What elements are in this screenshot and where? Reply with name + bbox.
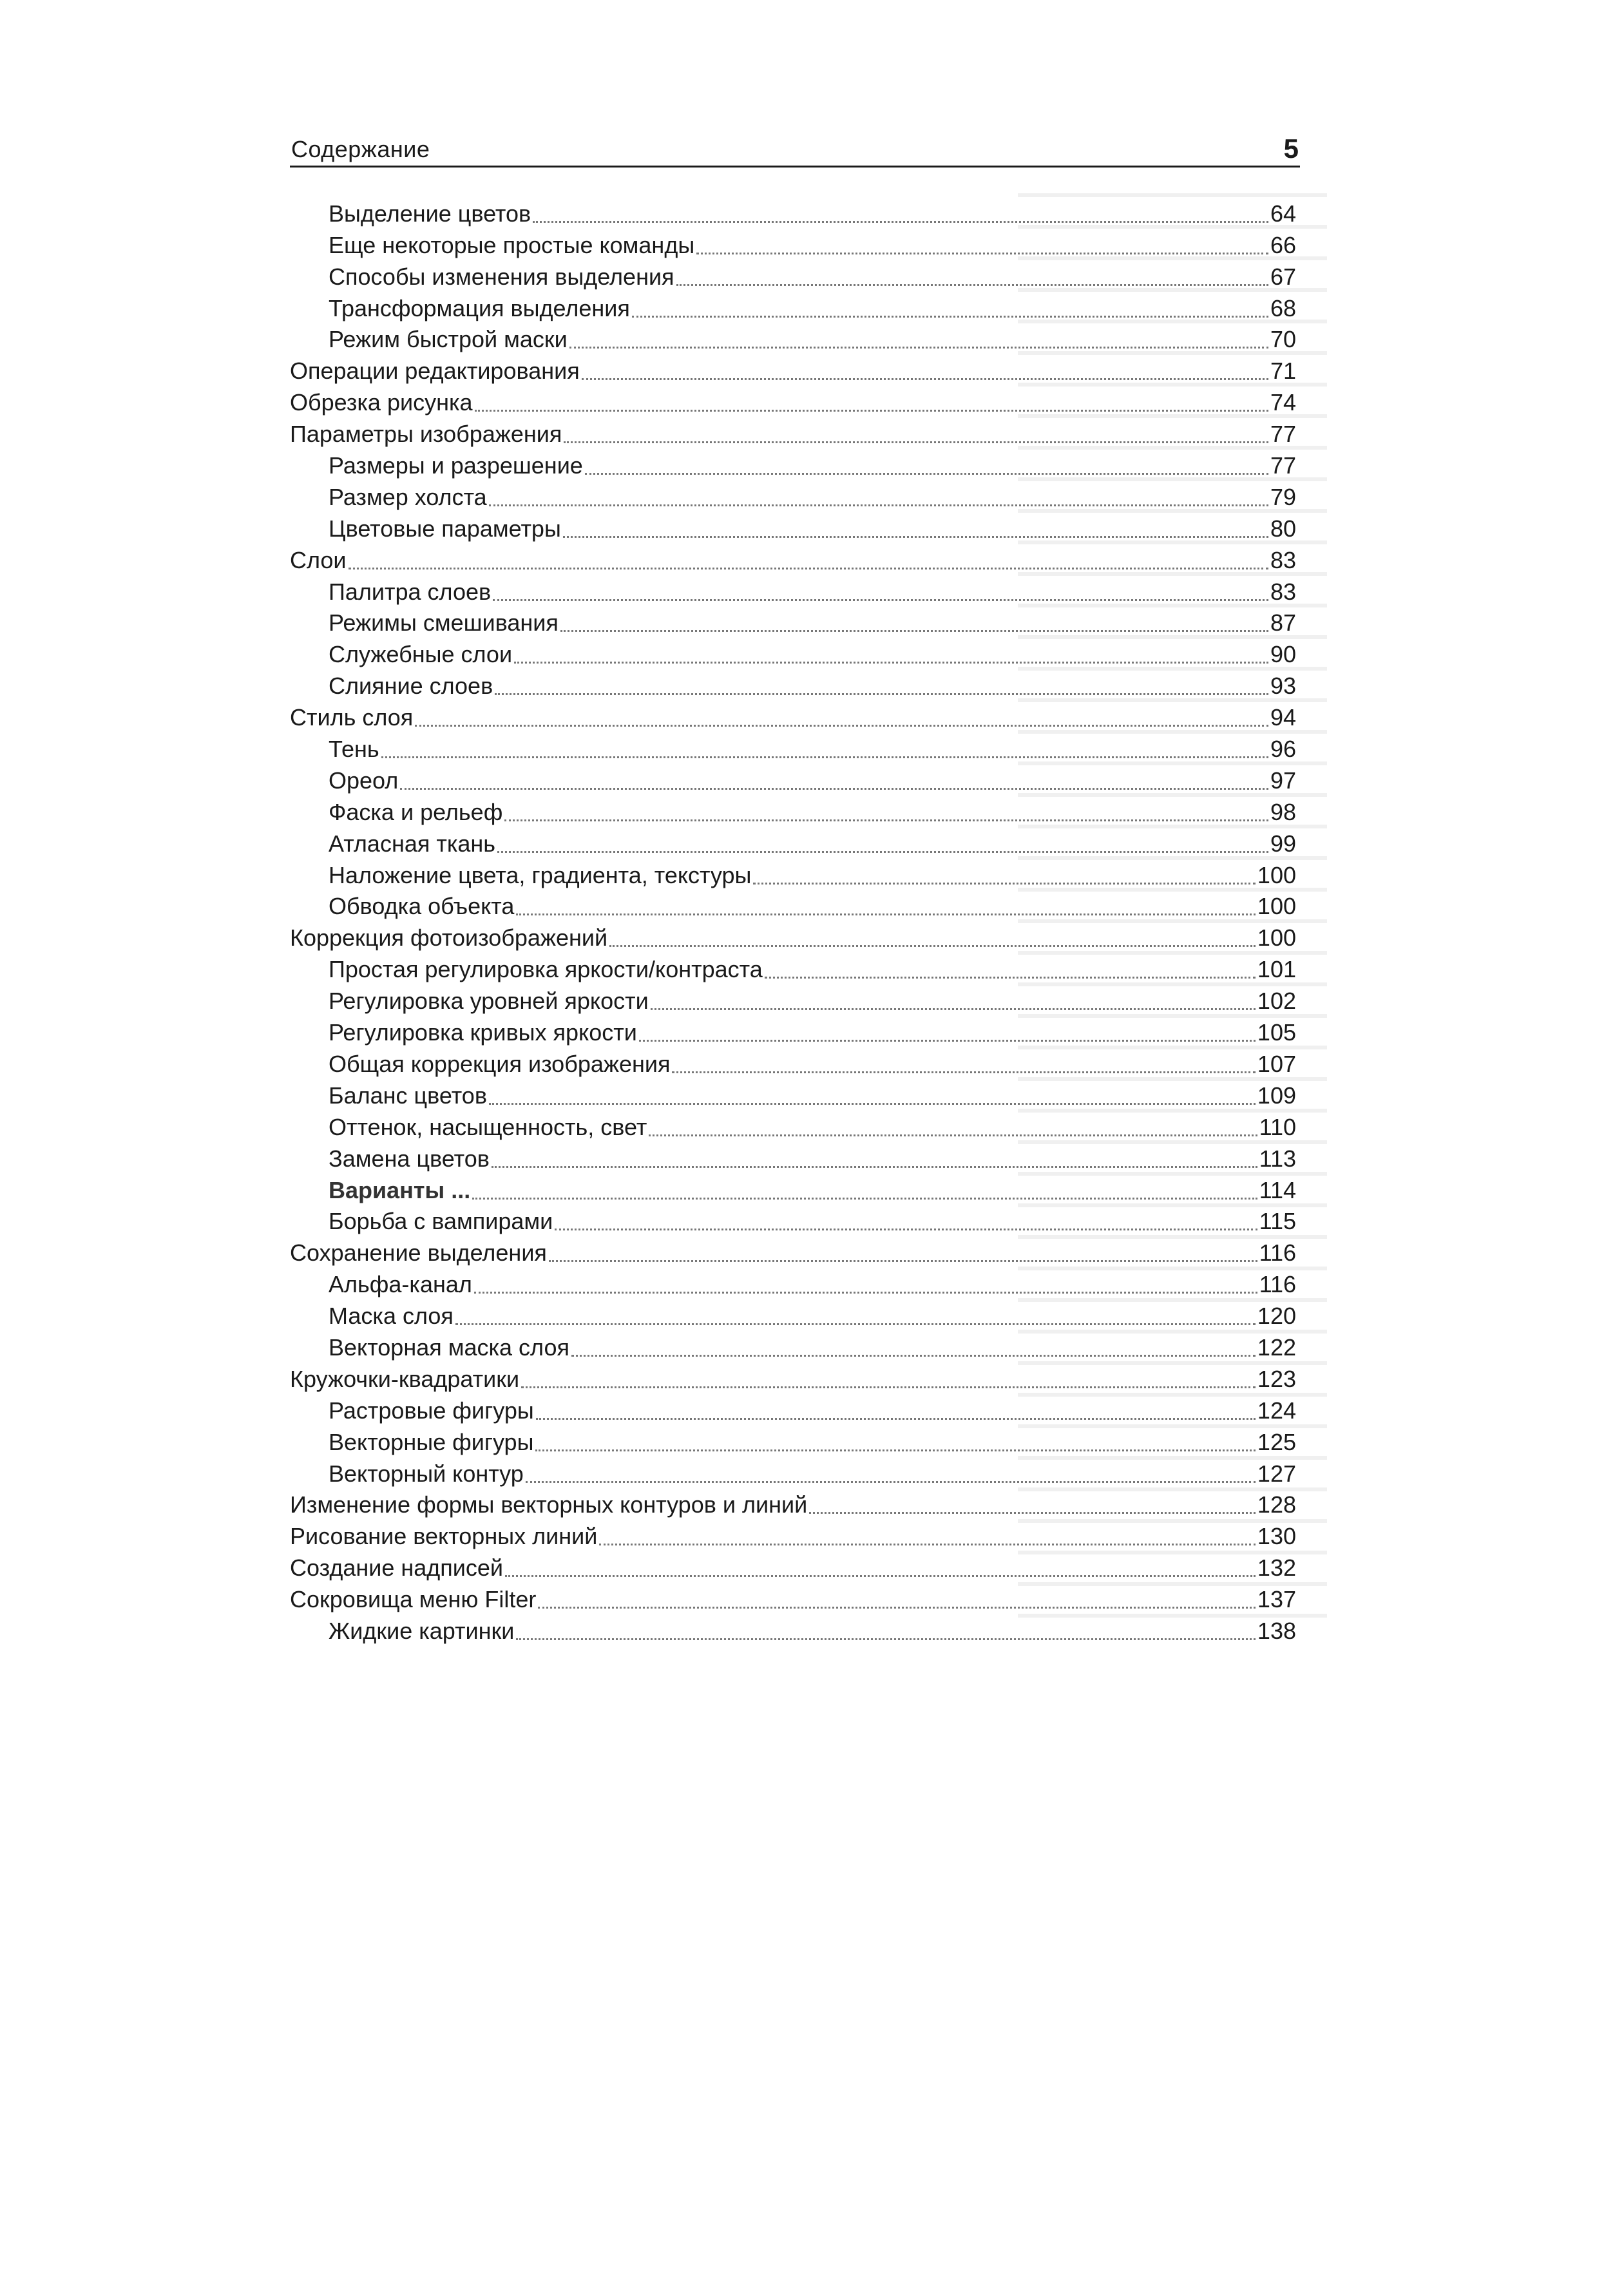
dot-leader [381,756,1268,758]
toc-entry-title: Атласная ткань [329,830,496,857]
dot-leader [489,504,1268,506]
toc-entry-page: 122 [1257,1334,1296,1361]
dot-leader [474,1292,1257,1294]
toc-entry-page: 100 [1257,924,1296,952]
toc-entry[interactable] [290,827,1296,859]
dot-leader [497,851,1268,853]
toc-entry[interactable] [290,1205,1296,1237]
toc-entry[interactable] [290,1426,1296,1457]
toc-entry[interactable] [290,1174,1296,1205]
toc-entry[interactable] [290,1331,1296,1363]
toc-entry-page: 128 [1257,1491,1296,1518]
dot-leader [538,1607,1256,1609]
toc-entry-title: Размер холста [329,483,487,510]
toc-entry-title: Выделение цветов [329,200,531,227]
dot-leader [349,568,1268,569]
dot-leader [599,1544,1256,1545]
dot-leader [632,316,1268,318]
toc-entry[interactable] [290,544,1296,575]
toc-entry-page: 71 [1270,358,1296,385]
dot-leader [400,788,1268,790]
dot-leader [765,977,1256,979]
dot-leader [455,1323,1256,1325]
toc-entry-page: 105 [1257,1019,1296,1046]
toc-entry-title: Слои [290,546,347,573]
toc-entry-title: Векторные фигуры [329,1428,534,1455]
dot-leader [809,1512,1256,1514]
toc-entry[interactable] [290,953,1296,984]
toc-entry[interactable] [290,354,1296,386]
toc-entry[interactable] [290,1047,1296,1079]
dot-leader [505,1575,1256,1577]
toc-entry[interactable] [290,292,1296,323]
toc-entry-title: Трансформация выделения [329,294,630,321]
toc-entry-page: 101 [1257,956,1296,983]
toc-entry-page: 68 [1270,294,1296,321]
toc-entry-page: 109 [1257,1082,1296,1109]
toc-entry[interactable] [290,764,1296,796]
toc-entry-page: 120 [1257,1303,1296,1330]
toc-entry-page: 130 [1257,1523,1296,1550]
toc-entry-title: Обрезка рисунка [290,389,473,416]
toc-entry-title: Альфа-канал [329,1271,472,1298]
toc-entry-title: Векторный контур [329,1460,524,1487]
dot-leader [555,1229,1257,1230]
toc-entry[interactable] [290,1614,1296,1646]
toc-entry-page: 96 [1270,736,1296,763]
toc-entry[interactable] [290,417,1296,449]
dot-leader [564,441,1268,443]
toc-entry-page: 74 [1270,389,1296,416]
toc-entry-page: 110 [1259,1113,1296,1140]
toc-entry-page: 97 [1270,767,1296,794]
toc-entry[interactable] [290,1583,1296,1614]
toc-entry-title: Параметры изображения [290,421,562,448]
toc-entry-title: Рисование векторных линий [290,1523,598,1550]
running-title: Содержание [291,136,430,162]
toc-entry-title: Еще некоторые простые команды [329,231,695,258]
toc-entry-title: Слияние слоев [329,673,493,700]
toc-entry[interactable] [290,732,1296,764]
dot-leader [415,725,1268,727]
dot-leader [489,1103,1256,1105]
toc-entry-title: Стиль слоя [290,704,414,731]
page-header [290,132,1300,167]
dot-leader [571,1355,1256,1357]
toc-entry-title: Замена цветов [329,1145,490,1172]
toc-entry-title: Маска слоя [329,1303,454,1330]
dot-leader [533,221,1268,223]
toc-entry-title: Кружочки-квадратики [290,1365,520,1392]
toc-entry-page: 127 [1257,1460,1296,1487]
toc-entry-title: Сокровища меню Filter [290,1586,537,1613]
dot-leader [672,1071,1255,1073]
toc-entry-title: Коррекция фотоизображений [290,924,608,952]
toc-entry[interactable] [290,1457,1296,1489]
toc-entry[interactable] [290,1489,1296,1520]
toc-entry-page: 79 [1270,483,1296,510]
toc-entry[interactable] [290,229,1296,260]
toc-entry-page: 94 [1270,704,1296,731]
dot-leader [492,1166,1257,1168]
toc-entry[interactable] [290,1299,1296,1331]
toc-entry-title: Баланс цветов [329,1082,487,1109]
toc-entry[interactable] [290,449,1296,481]
dot-leader [493,599,1268,601]
toc-entry[interactable] [290,575,1296,607]
toc-entry[interactable] [290,890,1296,922]
dot-leader [582,378,1268,380]
toc-entry-title: Простая регулировка яркости/контраста [329,956,763,983]
toc-entry-title: Оттенок, насыщенность, свет [329,1113,647,1140]
toc-entry-page: 87 [1270,609,1296,636]
toc-entry-page: 83 [1270,546,1296,573]
dot-leader [696,253,1268,254]
toc-entry[interactable] [290,323,1296,355]
toc-entry-title: Ореол [329,767,399,794]
toc-entry-title: Изменение формы векторных контуров и линий [290,1491,808,1518]
toc-entry[interactable] [290,481,1296,512]
dot-leader [676,284,1268,286]
toc-entry-page: 80 [1270,515,1296,542]
toc-entry[interactable] [290,1268,1296,1299]
toc-entry-page: 138 [1257,1617,1296,1644]
toc-entry[interactable] [290,197,1296,229]
toc-entry[interactable] [290,1363,1296,1394]
dot-leader [609,945,1256,947]
toc-entry-page: 116 [1259,1239,1296,1267]
toc-entry[interactable] [290,1520,1296,1551]
dot-leader [472,1198,1257,1200]
toc-entry-page: 113 [1259,1145,1296,1172]
toc-entry-title: Жидкие картинки [329,1617,515,1644]
toc-entry-title: Способы изменения выделения [329,263,674,290]
toc-entry-title: Борьба с вампирами [329,1208,553,1235]
table-of-contents [290,197,1296,1646]
toc-entry[interactable] [290,1394,1296,1426]
toc-entry-title: Растровые фигуры [329,1397,534,1424]
dot-leader [753,883,1256,885]
toc-entry[interactable] [290,386,1296,417]
toc-entry[interactable] [290,796,1296,827]
toc-entry-title: Цветовые параметры [329,515,561,542]
toc-entry-page: 83 [1270,578,1296,605]
dot-leader [526,1481,1256,1483]
dot-leader [514,662,1268,664]
toc-entry-page: 77 [1270,452,1296,479]
toc-entry-title: Тень [329,736,379,763]
toc-entry-title: Векторная маска слоя [329,1334,569,1361]
toc-entry-title: Операции редактирования [290,358,580,385]
dot-leader [585,473,1268,475]
dot-leader [521,1386,1256,1388]
toc-entry-page: 115 [1259,1208,1296,1235]
toc-entry-page: 116 [1259,1271,1296,1298]
toc-entry-title: Обводка объекта [329,893,515,920]
toc-entry-title: Общая коррекция изображения [329,1050,671,1077]
toc-entry-page: 124 [1257,1397,1296,1424]
dot-leader [535,1449,1255,1451]
toc-entry-page: 93 [1270,673,1296,700]
dot-leader [639,1040,1256,1042]
toc-entry-page: 66 [1270,231,1296,258]
toc-entry-page: 107 [1257,1050,1296,1077]
toc-entry-page: 123 [1257,1365,1296,1392]
toc-entry-page: 114 [1259,1176,1296,1203]
dot-leader [651,1008,1256,1010]
dot-leader [560,630,1268,632]
toc-entry[interactable] [290,607,1296,638]
toc-entry-page: 100 [1257,893,1296,920]
toc-entry[interactable] [290,260,1296,292]
toc-entry-page: 100 [1257,861,1296,888]
toc-entry[interactable] [290,1142,1296,1174]
toc-entry[interactable] [290,638,1296,669]
toc-entry-title: Режимы смешивания [329,609,559,636]
toc-entry-page: 102 [1257,988,1296,1015]
toc-entry-title: Служебные слои [329,641,513,668]
toc-entry[interactable] [290,859,1296,890]
toc-entry-title: Палитра слоев [329,578,492,605]
toc-entry-page: 67 [1270,263,1296,290]
toc-entry-page: 98 [1270,798,1296,825]
toc-entry[interactable] [290,1079,1296,1111]
toc-entry-title: Сохранение выделения [290,1239,547,1267]
toc-entry[interactable] [290,921,1296,953]
toc-entry-title: Размеры и разрешение [329,452,583,479]
toc-entry-title: Фаска и рельеф [329,798,503,825]
toc-entry-title: Регулировка кривых яркости [329,1019,637,1046]
toc-entry-title: Варианты ... [329,1176,471,1203]
toc-entry[interactable] [290,1236,1296,1268]
toc-entry[interactable] [290,701,1296,732]
toc-entry-page: 125 [1257,1428,1296,1455]
toc-entry-page: 70 [1270,326,1296,353]
toc-entry[interactable] [290,1111,1296,1142]
dot-leader [475,410,1268,412]
toc-entry[interactable] [290,984,1296,1016]
toc-entry-page: 77 [1270,421,1296,448]
toc-entry-page: 99 [1270,830,1296,857]
dot-leader [516,1638,1256,1640]
toc-entry-title: Наложение цвета, градиента, текстуры [329,861,752,888]
toc-entry-title: Создание надписей [290,1554,504,1582]
dot-leader [536,1418,1256,1420]
dot-leader [649,1134,1257,1136]
toc-entry-page: 90 [1270,641,1296,668]
toc-entry-title: Регулировка уровней яркости [329,988,649,1015]
toc-entry-page: 137 [1257,1586,1296,1613]
toc-entry[interactable] [290,512,1296,544]
dot-leader [563,536,1268,538]
dot-leader [495,693,1268,695]
dot-leader [504,819,1268,821]
toc-entry[interactable] [290,669,1296,701]
toc-entry[interactable] [290,1016,1296,1047]
page-number: 5 [1283,133,1299,164]
toc-entry-title: Режим быстрой маски [329,326,568,353]
toc-entry-page: 64 [1270,200,1296,227]
toc-entry-page: 132 [1257,1554,1296,1582]
dot-leader [569,347,1268,349]
toc-entry[interactable] [290,1551,1296,1583]
dot-leader [549,1260,1257,1262]
dot-leader [516,913,1256,915]
